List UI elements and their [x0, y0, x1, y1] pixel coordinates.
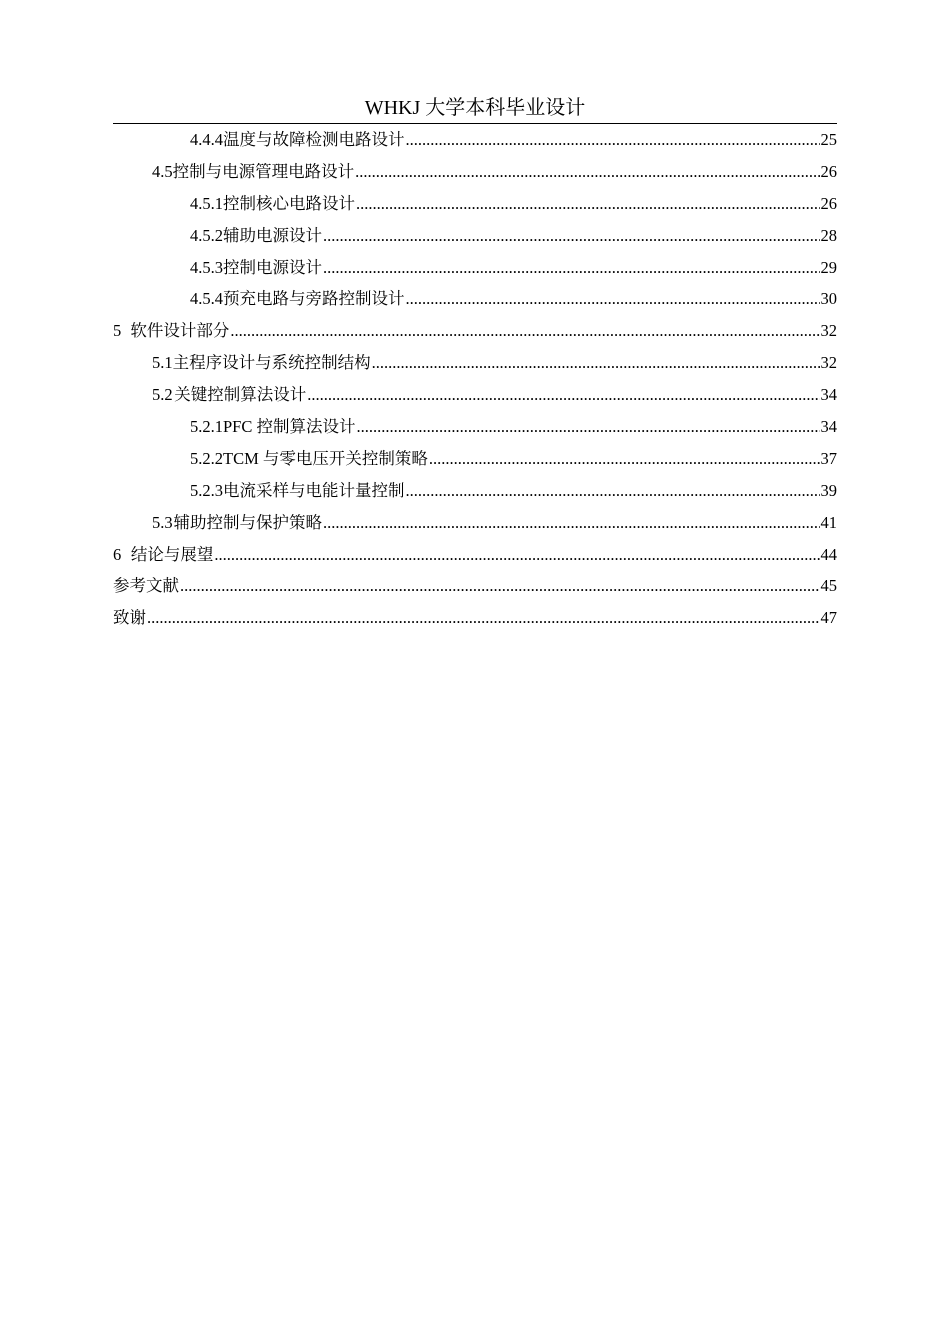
toc-leader-dots	[307, 379, 819, 411]
toc-entry-5-2-1[interactable]	[113, 411, 837, 443]
toc-entry-5[interactable]	[113, 315, 837, 347]
toc-leader-dots	[406, 283, 820, 315]
toc-number: 5.2.2	[190, 448, 223, 468]
toc-entry-5-2[interactable]	[113, 379, 837, 411]
toc-page-number: 45	[820, 576, 837, 596]
toc-entry-4-5[interactable]	[113, 156, 837, 188]
toc-title: 控制核心电路设计	[223, 193, 355, 213]
toc-entry-4-5-2[interactable]	[113, 220, 837, 252]
toc-leader-dots	[230, 315, 819, 347]
toc-title: 电流采样与电能计量控制	[223, 480, 405, 500]
toc-page-number: 34	[820, 385, 837, 405]
toc-number: 5.2.1	[190, 417, 223, 437]
toc-number: 4.5.4	[190, 289, 223, 309]
toc-page-number: 41	[820, 512, 837, 532]
toc-title: 辅助电源设计	[223, 225, 322, 245]
toc-entry-4-4-4[interactable]	[113, 124, 837, 156]
toc-number: 4.5.2	[190, 225, 223, 245]
toc-number: 4.4.4	[190, 130, 223, 149]
toc-entry-6[interactable]	[113, 539, 837, 571]
toc-leader-dots	[323, 220, 820, 252]
toc-leader-dots	[372, 347, 820, 379]
toc-title: 主程序设计与系统控制结构	[172, 353, 371, 373]
toc-title: 温度与故障检测电路设计	[223, 130, 405, 149]
toc-page-number: 26	[820, 161, 837, 181]
toc-leader-dots	[214, 539, 819, 571]
toc-number: 6	[113, 544, 122, 564]
toc-page-number: 39	[820, 480, 837, 500]
toc-number: 5.1	[152, 353, 173, 373]
toc-page-number: 26	[820, 193, 837, 213]
toc-page-number: 29	[820, 257, 837, 277]
toc-page-number: 34	[820, 417, 837, 437]
toc-leader-dots	[429, 443, 820, 475]
toc-leader-dots	[147, 602, 820, 634]
toc-page-number: 30	[820, 289, 837, 309]
toc-leader-dots	[323, 507, 819, 539]
toc-title: 参考文献	[113, 576, 179, 596]
toc-entry-5-2-3[interactable]	[113, 475, 837, 507]
toc-title: 预充电路与旁路控制设计	[223, 289, 405, 309]
toc-title: 软件设计部分	[130, 321, 230, 341]
toc-number: 4.5.3	[190, 257, 223, 277]
toc-title: 控制与电源管理电路设计	[172, 161, 355, 181]
toc-entry-4-5-4[interactable]	[113, 283, 837, 315]
table-of-contents	[113, 124, 837, 634]
toc-number: 4.5	[152, 161, 173, 181]
toc-leader-dots	[406, 475, 820, 507]
toc-number: 4.5.1	[190, 193, 223, 213]
toc-leader-dots	[356, 188, 820, 220]
toc-title: 控制电源设计	[223, 257, 322, 277]
toc-entry-references[interactable]	[113, 570, 837, 602]
toc-title: 致谢	[113, 608, 146, 628]
toc-page-number: 47	[820, 608, 837, 628]
toc-number: 5.2	[152, 385, 173, 405]
toc-leader-dots	[356, 411, 819, 443]
toc-page-number: 37	[820, 448, 837, 468]
toc-title: PFC 控制算法设计	[223, 417, 356, 437]
toc-page-number: 25	[820, 130, 837, 149]
toc-title: 辅助控制与保护策略	[173, 512, 323, 532]
toc-entry-4-5-3[interactable]	[113, 252, 837, 284]
toc-leader-dots	[355, 156, 819, 188]
toc-leader-dots	[180, 570, 820, 602]
toc-title: 结论与展望	[130, 544, 214, 564]
toc-entry-5-3[interactable]	[113, 507, 837, 539]
toc-number: 5.3	[152, 512, 173, 532]
toc-entry-acknowledgements[interactable]	[113, 602, 837, 634]
toc-leader-dots	[323, 252, 820, 284]
toc-entry-4-5-1[interactable]	[113, 188, 837, 220]
toc-number: 5	[113, 321, 122, 341]
page-header-title: WHKJ 大学本科毕业设计	[364, 97, 586, 119]
toc-title: TCM 与零电压开关控制策略	[223, 448, 428, 468]
toc-entry-5-1[interactable]	[113, 347, 837, 379]
toc-page-number: 32	[820, 353, 837, 373]
toc-leader-dots	[406, 124, 820, 156]
toc-page-number: 28	[820, 225, 837, 245]
toc-page-number: 32	[820, 321, 837, 341]
toc-number: 5.2.3	[190, 480, 223, 500]
toc-entry-5-2-2[interactable]	[113, 443, 837, 475]
toc-title: 关键控制算法设计	[174, 385, 307, 405]
toc-page-number: 44	[820, 544, 837, 564]
